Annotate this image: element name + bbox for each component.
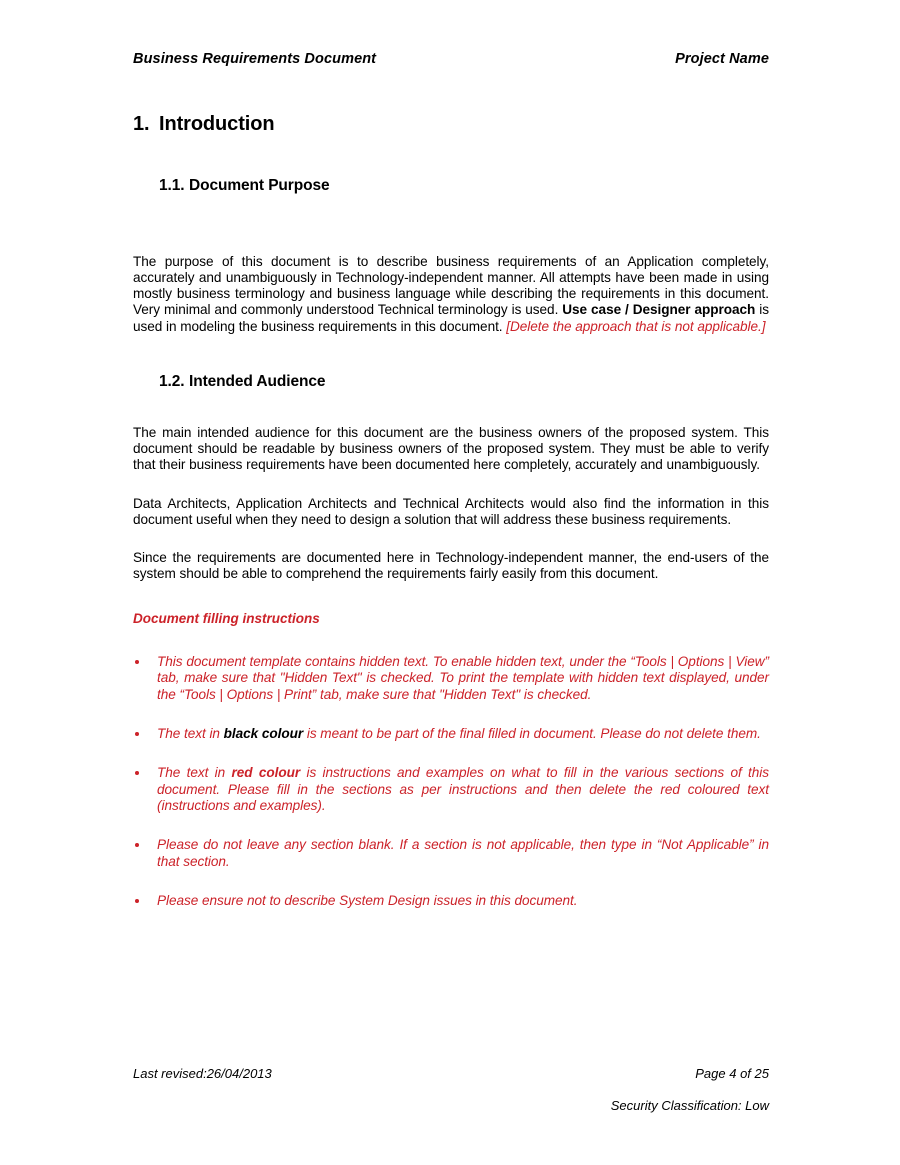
paragraph-document-purpose — [133, 254, 769, 335]
spacer — [133, 528, 769, 550]
header-project-name: Project Name — [675, 51, 769, 67]
heading-section-1-1-title: Document Purpose — [189, 177, 330, 194]
document-body — [133, 112, 769, 910]
purpose-bold-phrase: Use case / Designer approach — [562, 302, 756, 318]
footer-security-classification: Security Classification: Low — [610, 1098, 769, 1113]
list-item — [133, 765, 769, 815]
footer-primary-row — [133, 1066, 769, 1081]
heading-section-1-title: Introduction — [159, 113, 275, 135]
purpose-text-part1: The purpose of this document is to describe business requirements of an Application completely, accurately and unambiguously in Technology-independent manner. All attempts have been made in using mostly business terminology and business language while describing the requirements in this document. Very minimal and commonly understood Technical terminology is used. — [133, 253, 769, 318]
footer-page-number: Page 4 of 25 — [695, 1066, 769, 1081]
page-footer — [133, 1066, 769, 1113]
heading-section-1-1 — [159, 177, 769, 196]
spacer — [133, 392, 769, 425]
heading-document-filling-instructions: Document filling instructions — [133, 610, 320, 626]
heading-section-1-2-title: Intended Audience — [189, 373, 326, 391]
heading-section-1-number: 1. — [133, 113, 150, 135]
heading-section-1-1-number: 1.1. — [159, 177, 185, 194]
paragraph-intended-audience-3: Since the requirements are documented here in Technology-independent manner, the end-users of the system should be able to comprehend the requirements fairly easily from this document. — [133, 550, 769, 582]
spacer — [133, 583, 769, 611]
bullet-marker-icon — [135, 660, 139, 664]
list-item — [133, 893, 769, 910]
bullet-emphasis-black: black colour — [223, 726, 304, 742]
bullet-text-pre: Please ensure not to describe System Design issues in this document. — [157, 892, 578, 908]
bullet-marker-icon — [135, 771, 139, 775]
list-item — [133, 654, 769, 704]
bullet-marker-icon — [135, 732, 139, 736]
bullet-text-pre: The text in — [157, 764, 232, 780]
purpose-red-note: [Delete the approach that is not applicable.] — [506, 318, 766, 334]
bullet-emphasis-red: red colour — [231, 764, 301, 780]
bullet-text-pre: Please do not leave any section blank. If a section is not applicable, then type in “Not Applicable” in that section. — [157, 837, 769, 869]
bullet-text-post: is meant to be part of the final filled in document. Please do not delete them. — [303, 726, 761, 742]
spacer — [133, 474, 769, 496]
spacer — [133, 628, 769, 654]
header-document-title: Business Requirements Document — [133, 51, 377, 67]
spacer — [133, 136, 769, 177]
heading-section-1-2 — [159, 373, 769, 392]
bullet-marker-icon — [135, 843, 139, 847]
bullet-text-post: is instructions and examples on what to fill in the various sections of this document. Please fill in the sections as per instructions and then delete the red coloured text (instructions and examples). — [157, 764, 769, 814]
heading-section-1 — [133, 112, 769, 136]
purpose-text-part2: is used in modeling the business requirements in this document. — [133, 302, 769, 334]
bullet-marker-icon — [135, 899, 139, 903]
spacer — [133, 196, 769, 254]
list-item — [133, 837, 769, 871]
paragraph-intended-audience-1: The main intended audience for this document are the business owners of the proposed system. This document should be readable by business owners of the proposed system. They must be able to verify that their business requirements have been documented here completely, accurately and unambiguously. — [133, 424, 769, 473]
paragraph-intended-audience-2: Data Architects, Application Architects and Technical Architects would also find the information in this document useful when they need to design a solution that will address these business requirements. — [133, 495, 769, 527]
bullet-text-pre: This document template contains hidden text. To enable hidden text, under the “Tools | Options | View” tab, make sure that "Hidden Text" is checked. To print the template with hidden text displayed, under the “Tools | Options | Print” tab, make sure that "Hidden Text" is checked. — [157, 653, 769, 703]
page-header — [133, 51, 769, 67]
instructions-bullet-list — [133, 654, 769, 910]
heading-section-1-2-number: 1.2. — [159, 373, 185, 391]
spacer — [133, 335, 769, 373]
list-item — [133, 726, 769, 743]
footer-last-revised: Last revised:26/04/2013 — [133, 1066, 272, 1081]
bullet-text-pre: The text in — [157, 726, 224, 742]
